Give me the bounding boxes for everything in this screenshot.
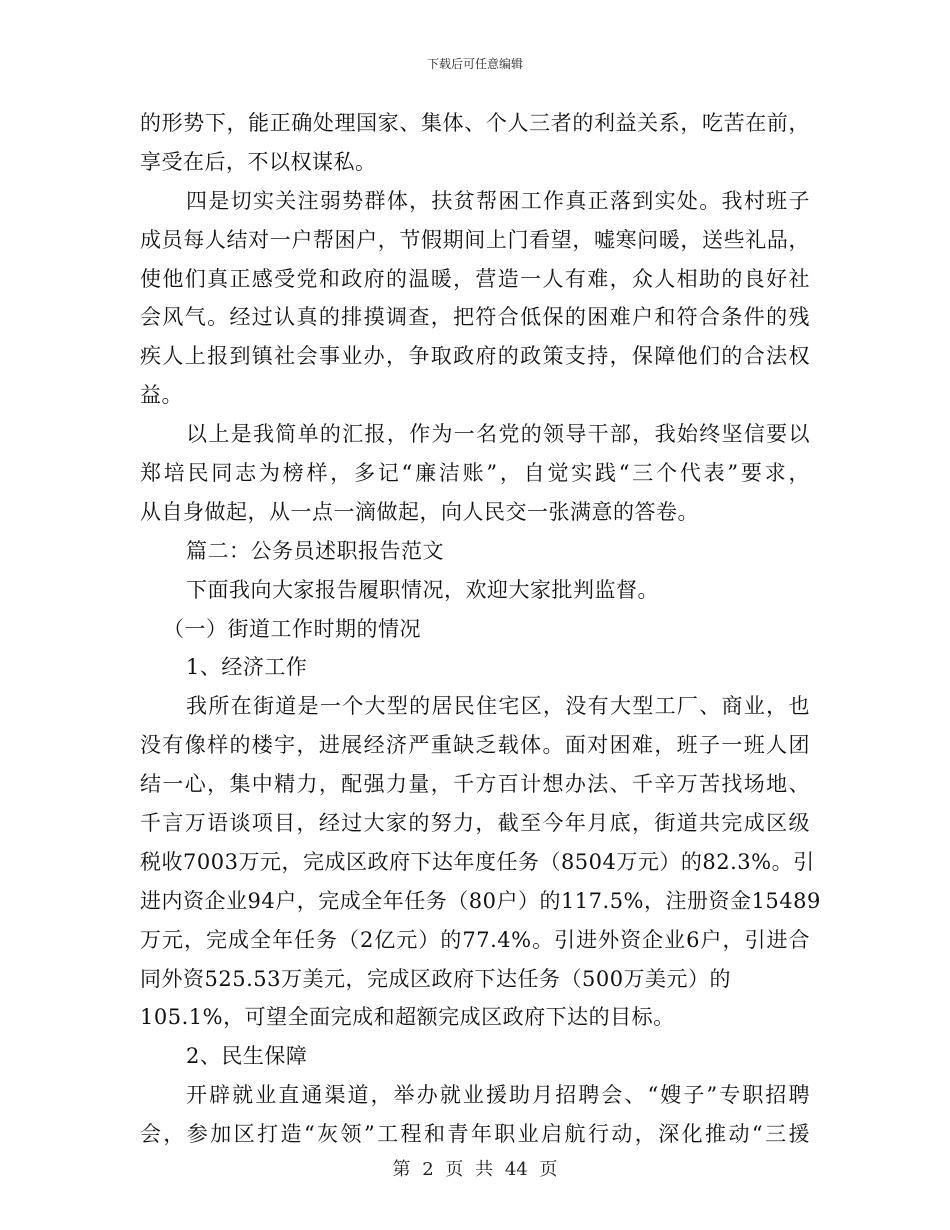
text-line: 从自身做起，从一点一滴做起，向人民交一张满意的答卷。 bbox=[140, 499, 699, 524]
text-line: 使他们真正感受党和政府的温暖，营造一人有难，众人相助的良好社 bbox=[140, 266, 810, 291]
paragraph-start-line: 我所在街道是一个大型的居民住宅区，没有大型工厂、商业，也 bbox=[186, 694, 810, 719]
text-line: 万元，完成全年任务（2亿元）的77.4%。引进外资企业6户，引进合 bbox=[140, 927, 810, 952]
text-line: 税收7003万元，完成区政府下达年度任务（8504万元）的82.3%。引 bbox=[140, 849, 815, 874]
text-line: 的形势下，能正确处理国家、集体、个人三者的利益关系，吃苦在前， bbox=[140, 111, 810, 135]
text-line: 郑培民同志为榜样，多记“廉洁账”，自觉实践“三个代表”要求， bbox=[140, 461, 810, 486]
document-body bbox=[140, 104, 821, 1154]
text-line: 享受在后，不以权谋私。 bbox=[140, 149, 377, 174]
text-line: 疾人上报到镇社会事业办，争取政府的政策支持，保障他们的合法权 bbox=[140, 344, 810, 369]
text-line: 会风气。经过认真的排摸调查，把符合低保的困难户和符合条件的残 bbox=[140, 305, 810, 330]
text-line: 105.1%，可望全面完成和超额完成区政府下达的目标。 bbox=[140, 1005, 675, 1030]
text-line: 同外资525.53万美元，完成区政府下达任务（500万美元）的 bbox=[140, 966, 732, 991]
text-line: 进内资企业94户，完成全年任务（80户）的117.5%，注册资金15489 bbox=[140, 888, 821, 913]
text-line: 结一心，集中精力，配强力量，千方百计想办法、千辛万苦找场地、 bbox=[140, 772, 810, 797]
paragraph-start-line: 开辟就业直通渠道，举办就业援助月招聘会、“嫂子”专职招聘 bbox=[186, 1083, 810, 1108]
text-line: 益。 bbox=[140, 383, 183, 408]
paragraph-start-line: 四是切实关注弱势群体，扶贫帮困工作真正落到实处。我村班子 bbox=[186, 188, 810, 213]
subsection-heading: 2、民生保障 bbox=[186, 1044, 308, 1069]
text-line: 没有像样的楼宇，进展经济严重缺乏载体。面对困难，班子一班人团 bbox=[140, 733, 810, 758]
text-line: 成员每人结对一户帮困户，节假期间上门看望，嘘寒问暖，送些礼品， bbox=[140, 227, 810, 252]
text-line: 千言万语谈项目，经过大家的努力，截至今年月底，街道共完成区级 bbox=[140, 811, 810, 836]
paragraph-start-line: 以上是我简单的汇报，作为一名党的领导干部，我始终坚信要以 bbox=[186, 422, 810, 447]
section-heading: 篇二：公务员述职报告范文 bbox=[186, 538, 444, 563]
text-line: 会，参加区打造“灰领”工程和青年职业启航行动，深化推动“三援 bbox=[140, 1122, 810, 1147]
page-footer: 第 2 页 共 44 页 bbox=[392, 1159, 558, 1180]
subsection-heading: 1、经济工作 bbox=[186, 655, 308, 680]
text-line: 下面我向大家报告履职情况，欢迎大家批判监督。 bbox=[186, 577, 659, 602]
subsection-heading: （一）街道工作时期的情况 bbox=[163, 616, 421, 641]
page-header: 下载后可任意编辑 bbox=[426, 57, 523, 71]
